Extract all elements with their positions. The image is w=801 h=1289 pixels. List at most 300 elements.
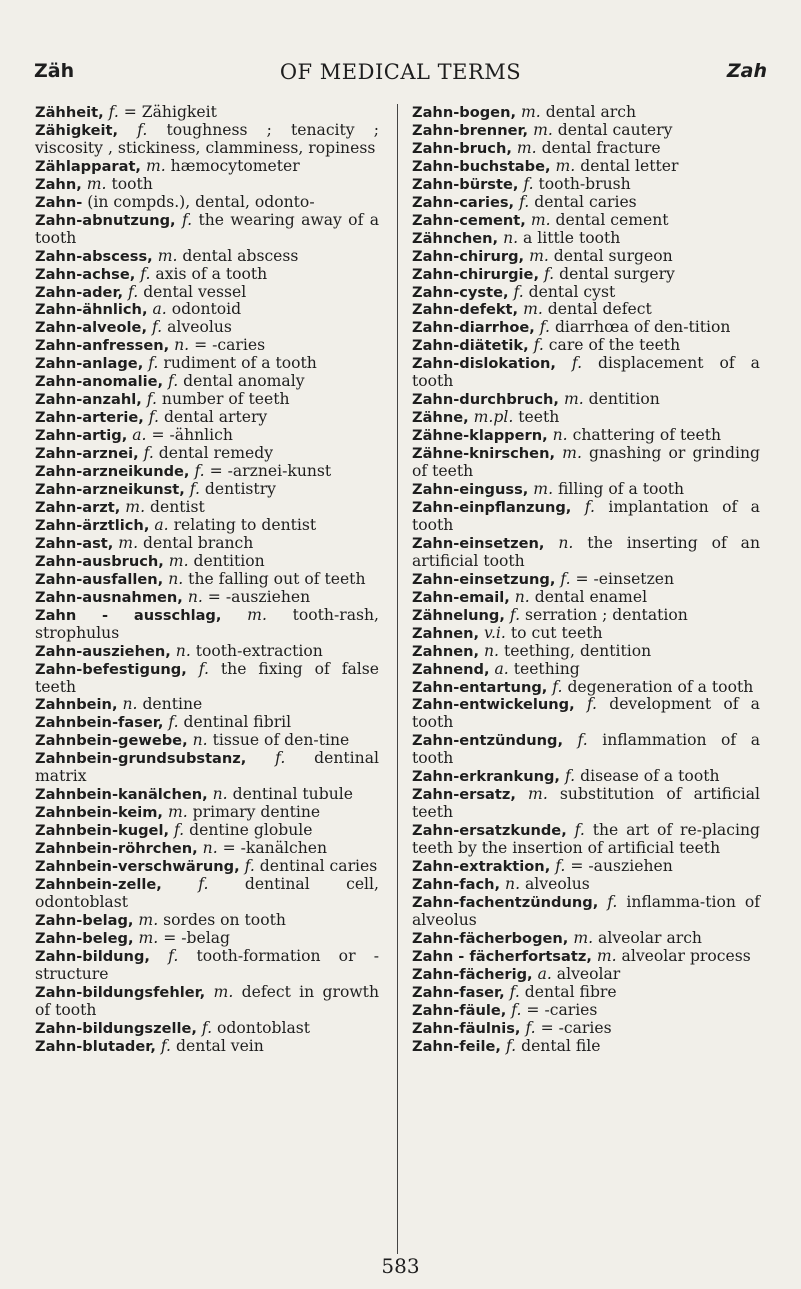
- dictionary-entry: [412, 822, 760, 858]
- dictionary-entry: [412, 535, 760, 571]
- headword: Zahnend,: [412, 660, 490, 678]
- definition: number of teeth: [161, 390, 290, 409]
- dictionary-entry: [412, 643, 760, 661]
- grammar-label: n.: [168, 569, 184, 588]
- headword: Zahn-brenner,: [412, 121, 529, 139]
- grammar-label: f.: [173, 821, 185, 840]
- definition: dental arch: [545, 103, 637, 121]
- headword: Zahn-einsetzen,: [412, 534, 545, 552]
- dictionary-entry: [35, 948, 379, 984]
- headword: Zahn-anomalie,: [35, 373, 164, 391]
- definition: the fixing of false teeth: [35, 659, 380, 696]
- dictionary-entry: [412, 284, 760, 302]
- dictionary-entry: [35, 409, 379, 427]
- dictionary-entry: [35, 212, 379, 248]
- definition: dentistry: [204, 480, 276, 499]
- definition: = -arznei-kunst: [209, 462, 332, 481]
- dictionary-entry: [412, 876, 760, 894]
- headword: Zahn-diarrhoe,: [412, 319, 535, 337]
- headword: Zahn-bildung,: [35, 947, 150, 965]
- dictionary-entry: [412, 930, 760, 948]
- grammar-label: f.: [108, 103, 119, 121]
- headword: Zahn-fächerig,: [412, 965, 533, 983]
- definition: implantation of a tooth: [412, 497, 760, 534]
- dictionary-entry: [35, 122, 379, 158]
- definition: dentition: [588, 390, 660, 409]
- grammar-label: a.: [494, 659, 509, 678]
- definition: tooth-extraction: [195, 641, 323, 660]
- dictionary-entry: [35, 355, 379, 373]
- definition: alveolus: [525, 874, 590, 893]
- definition: development of a tooth: [412, 695, 760, 732]
- headword: Zahn - fächerfortsatz,: [412, 947, 592, 965]
- grammar-label: f.: [539, 318, 550, 337]
- definition: hæmocytometer: [170, 156, 300, 175]
- definition: dentinal caries: [259, 857, 378, 876]
- dictionary-entry: [35, 319, 379, 337]
- definition: sordes on tooth: [163, 910, 286, 929]
- headword: Zahn-artig,: [35, 427, 128, 445]
- definition: dentinal cell, odontoblast: [35, 874, 379, 911]
- headword: Zahn-arzneikunde,: [35, 463, 190, 481]
- definition: dental fracture: [541, 138, 661, 157]
- definition: = -caries: [526, 1000, 598, 1019]
- definition: dentinal matrix: [35, 749, 379, 786]
- grammar-label: m.: [125, 497, 146, 516]
- definition: dentition: [193, 551, 265, 570]
- definition: relating to dentist: [173, 515, 317, 534]
- definition: = -ähnlich: [151, 426, 233, 445]
- dictionary-entry: [35, 858, 379, 876]
- grammar-label: f.: [128, 282, 139, 301]
- headword: Zahnen,: [412, 624, 480, 642]
- headword: Zahn-: [35, 193, 83, 211]
- grammar-label: f.: [523, 174, 534, 193]
- headword: Zahn-abnutzung,: [35, 211, 176, 229]
- definition: odontoid: [171, 300, 242, 319]
- headword: Zahn-einguss,: [412, 481, 529, 499]
- grammar-label: f.: [181, 210, 193, 229]
- definition: = -ausziehen: [570, 857, 673, 876]
- headword: Zahn-anlage,: [35, 355, 144, 373]
- dictionary-entry: [412, 948, 760, 966]
- grammar-label: m.: [555, 156, 576, 175]
- grammar-label: m.: [516, 138, 537, 157]
- definition: dentinal tubule: [232, 785, 353, 804]
- dictionary-entry: [35, 571, 379, 589]
- dictionary-entry: [412, 140, 760, 158]
- dictionary-entry: [412, 571, 760, 589]
- headword: Zahn-dislokation,: [412, 355, 556, 373]
- right-column: [412, 104, 760, 1056]
- definition: dentinal fibril: [183, 713, 292, 732]
- headword: Zähnelung,: [412, 606, 505, 624]
- grammar-label: n.: [187, 587, 203, 606]
- headword: Zahn-bildungsfehler,: [35, 983, 206, 1001]
- dictionary-entry: [412, 499, 760, 535]
- dictionary-entry: [412, 589, 760, 607]
- headword: Zahn-feile,: [412, 1037, 501, 1055]
- headword: Zahn-bürste,: [412, 175, 519, 193]
- headword: Zahn-diätetik,: [412, 337, 529, 355]
- dictionary-entry: [35, 750, 379, 786]
- dictionary-entry: [412, 176, 760, 194]
- dictionary-entry: [412, 230, 760, 248]
- dictionary-entry: [35, 194, 379, 212]
- dictionary-entry: [35, 876, 379, 912]
- grammar-label: f.: [198, 659, 209, 678]
- headword: Zahn-alveole,: [35, 319, 147, 337]
- dictionary-entry: [35, 445, 379, 463]
- headword: Zahnbein-keim,: [35, 804, 163, 822]
- definition: axis of a tooth: [155, 264, 268, 283]
- definition: the wearing away of a tooth: [35, 210, 379, 247]
- grammar-label: f.: [560, 569, 571, 588]
- definition: gnashing or grinding of teeth: [412, 444, 760, 481]
- grammar-label: f.: [509, 605, 521, 624]
- headword: Zahn,: [35, 175, 82, 193]
- grammar-label: f.: [194, 462, 205, 481]
- dictionary-entry: [35, 427, 379, 445]
- grammar-label: n.: [192, 731, 208, 750]
- grammar-label: m.: [529, 246, 549, 265]
- dictionary-entry: [35, 517, 379, 535]
- page-title: OF MEDICAL TERMS: [279, 60, 522, 84]
- headword: Zahn-ähnlich,: [35, 301, 148, 319]
- definition: = -ausziehen: [207, 587, 311, 606]
- definition: (in compds.), dental, odonto-: [87, 192, 315, 211]
- dictionary-entry: [412, 122, 760, 140]
- headword: Zahn-arzt,: [35, 498, 121, 516]
- definition: tissue of den-tine: [212, 731, 350, 750]
- definition: alveolus: [167, 318, 232, 337]
- headword: Zahn-abscess,: [35, 247, 153, 265]
- dictionary-entry: [35, 696, 379, 714]
- dictionary-entry: [35, 714, 379, 732]
- grammar-label: f.: [168, 372, 179, 391]
- definition: dental cautery: [557, 120, 673, 139]
- definition: toughness ; tenacity ; viscosity , stickiness, clamminess, ropiness: [35, 120, 379, 157]
- grammar-label: n.: [505, 874, 521, 893]
- definition: = Zähigkeit: [123, 103, 217, 121]
- headword: Zahn-bogen,: [412, 104, 517, 121]
- dictionary-entry: [412, 391, 760, 409]
- dictionary-entry: [412, 1020, 760, 1038]
- grammar-label: m.: [533, 480, 554, 499]
- headword: Zähheit,: [35, 104, 104, 121]
- definition: tooth-formation or -structure: [35, 946, 379, 983]
- grammar-label: f.: [552, 677, 563, 696]
- dictionary-entry: [412, 104, 760, 122]
- grammar-label: n.: [558, 533, 574, 552]
- grammar-label: n.: [122, 695, 138, 714]
- headword: Zahn-ausziehen,: [35, 642, 171, 660]
- right-guide-word: Zah: [726, 60, 767, 82]
- headword: Zahnbein,: [35, 696, 118, 714]
- grammar-label: m.: [562, 444, 582, 463]
- definition: dental surgeon: [553, 246, 673, 265]
- grammar-label: n.: [514, 587, 530, 606]
- dictionary-entry: [412, 337, 760, 355]
- grammar-label: f.: [275, 749, 286, 768]
- grammar-label: m.: [533, 120, 553, 139]
- definition: rudiment of a tooth: [163, 354, 317, 373]
- headword: Zahnbein-grundsubstanz,: [35, 750, 247, 768]
- grammar-label: f.: [571, 354, 583, 373]
- headword: Zahn - ausschlag,: [35, 606, 222, 624]
- grammar-label: f.: [160, 1036, 172, 1055]
- grammar-label: n.: [175, 641, 191, 660]
- dictionary-entry: [412, 355, 760, 391]
- left-guide-word: Zäh: [34, 60, 75, 82]
- running-header: [0, 60, 801, 94]
- dictionary-entry: [35, 248, 379, 266]
- grammar-label: m.: [596, 946, 617, 965]
- grammar-label: a.: [154, 515, 169, 534]
- dictionary-entry: [412, 481, 760, 499]
- grammar-label: m.: [530, 210, 551, 229]
- page-number: 583: [381, 1254, 420, 1278]
- definition: dentine: [142, 695, 203, 714]
- headword: Zahn-extraktion,: [412, 858, 551, 876]
- definition: the falling out of teeth: [188, 569, 366, 588]
- grammar-label: f.: [198, 874, 209, 893]
- definition: displacement of a tooth: [412, 354, 760, 391]
- grammar-label: m.: [521, 103, 541, 121]
- grammar-label: f.: [201, 1018, 213, 1037]
- grammar-label: f.: [148, 408, 159, 427]
- grammar-label: f.: [525, 1018, 536, 1037]
- definition: defect in growth of tooth: [35, 982, 379, 1019]
- dictionary-entry: [412, 625, 760, 643]
- headword: Zahn-chirurgie,: [412, 265, 539, 283]
- definition: dental surgery: [559, 264, 675, 283]
- headword: Zahn-anfressen,: [35, 337, 170, 355]
- headword: Zahn-beleg,: [35, 929, 134, 947]
- headword: Zahn-ausbruch,: [35, 552, 164, 570]
- definition: dental caries: [534, 192, 637, 211]
- definition: = -einsetzen: [575, 569, 675, 588]
- definition: tooth-brush: [538, 174, 631, 193]
- dictionary-entry: [412, 427, 760, 445]
- grammar-label: f.: [533, 336, 544, 355]
- grammar-label: f.: [574, 821, 585, 840]
- headword: Zahnbein-röhrchen,: [35, 840, 198, 858]
- grammar-label: m.: [523, 300, 543, 319]
- dictionary-entry: [412, 445, 760, 481]
- dictionary-entry: [35, 589, 379, 607]
- headword: Zahnbein-kanälchen,: [35, 786, 208, 804]
- definition: dental anomaly: [183, 372, 305, 391]
- definition: care of the teeth: [548, 336, 681, 355]
- dictionary-entry: [35, 499, 379, 517]
- dictionary-entry: [35, 822, 379, 840]
- headword: Zahn-chirurg,: [412, 247, 525, 265]
- definition: teething, dentition: [503, 641, 652, 660]
- column-divider: [397, 104, 398, 1254]
- headword: Zahn-arzneikunst,: [35, 481, 185, 499]
- dictionary-entry: [35, 912, 379, 930]
- dictionary-entry: [35, 481, 379, 499]
- dictionary-entry: [35, 266, 379, 284]
- grammar-label: m.: [247, 605, 267, 624]
- definition: filling of a tooth: [558, 480, 685, 499]
- headword: Zahn-einpflanzung,: [412, 498, 572, 516]
- definition: alveolar: [556, 964, 621, 983]
- definition: dental abscess: [182, 246, 299, 265]
- headword: Zahn-fäulnis,: [412, 1019, 521, 1037]
- definition: alveolar arch: [598, 928, 702, 947]
- definition: = -caries: [194, 336, 266, 355]
- grammar-label: m.: [528, 785, 548, 804]
- definition: diarrhœa of den-tition: [554, 318, 731, 337]
- dictionary-entry: [412, 409, 760, 427]
- headword: Zähne-klappern,: [412, 427, 548, 445]
- dictionary-entry: [35, 553, 379, 571]
- dictionary-entry: [35, 1038, 379, 1056]
- headword: Zahn-ärztlich,: [35, 516, 150, 534]
- definition: tooth: [111, 174, 153, 193]
- headword: Zahn-ader,: [35, 283, 124, 301]
- grammar-label: f.: [584, 497, 595, 516]
- headword: Zahn-ast,: [35, 534, 114, 552]
- grammar-label: f.: [607, 892, 618, 911]
- headword: Zähne-knirschen,: [412, 445, 556, 463]
- grammar-label: f.: [148, 354, 159, 373]
- headword: Zahn-fach,: [412, 875, 501, 893]
- definition: = -belag: [163, 928, 230, 947]
- dictionary-entry: [35, 732, 379, 750]
- definition: dental cyst: [528, 282, 616, 301]
- grammar-label: m.: [563, 390, 584, 409]
- headword: Zahn-buchstabe,: [412, 157, 551, 175]
- headword: Zahn-cyste,: [412, 283, 509, 301]
- dictionary-entry: [35, 373, 379, 391]
- headword: Zahnbein-gewebe,: [35, 732, 188, 750]
- dictionary-entry: [412, 696, 760, 732]
- grammar-label: m.: [573, 928, 594, 947]
- headword: Zahn-bildungszelle,: [35, 1019, 197, 1037]
- definition: dental enamel: [534, 587, 648, 606]
- dictionary-entry: [35, 463, 379, 481]
- definition: dentine globule: [189, 821, 313, 840]
- dictionary-entry: [412, 768, 760, 786]
- headword: Zahn-ausnahmen,: [35, 588, 183, 606]
- grammar-label: n.: [503, 228, 519, 247]
- dictionary-entry: [412, 661, 760, 679]
- headword: Zahnen,: [412, 642, 480, 660]
- dictionary-entry: [35, 284, 379, 302]
- headword: Zahn-blutader,: [35, 1037, 156, 1055]
- headword: Zahn-ersatzkunde,: [412, 822, 567, 840]
- dictionary-entry: [412, 194, 760, 212]
- definition: inflamma-tion of alveolus: [412, 892, 760, 929]
- headword: Zahn-caries,: [412, 193, 515, 211]
- definition: dental vessel: [143, 282, 247, 301]
- grammar-label: f.: [586, 695, 598, 714]
- headword: Zahn-arznei,: [35, 445, 139, 463]
- grammar-label: a.: [152, 300, 167, 319]
- headword: Zahn-fächerbogen,: [412, 929, 569, 947]
- grammar-label: f.: [511, 1000, 522, 1019]
- headword: Zahn-bruch,: [412, 139, 512, 157]
- grammar-label: f.: [137, 120, 148, 139]
- dictionary-entry: [412, 266, 760, 284]
- definition: = -kanälchen: [222, 839, 328, 858]
- grammar-label: f.: [505, 1036, 517, 1055]
- definition: dental fibre: [524, 982, 617, 1001]
- grammar-label: m.: [168, 551, 189, 570]
- grammar-label: f.: [509, 982, 520, 1001]
- dictionary-entry: [35, 786, 379, 804]
- dictionary-entry: [35, 643, 379, 661]
- definition: the art of re-placing teeth by the insertion of artificial teeth: [412, 821, 760, 858]
- grammar-label: m.: [86, 174, 107, 193]
- definition: dental remedy: [158, 444, 274, 463]
- grammar-label: f.: [543, 264, 555, 283]
- definition: the inserting of an artificial tooth: [412, 533, 760, 570]
- dictionary-entry: [412, 732, 760, 768]
- definition: inflammation of a tooth: [412, 731, 760, 768]
- headword: Zähne,: [412, 409, 469, 427]
- dictionary-entry: [412, 319, 760, 337]
- grammar-label: v.i.: [484, 623, 506, 642]
- definition: dental artery: [163, 408, 268, 427]
- dictionary-entry: [412, 212, 760, 230]
- grammar-label: a.: [132, 426, 147, 445]
- definition: teething: [513, 659, 580, 678]
- grammar-label: n.: [212, 785, 228, 804]
- grammar-label: f.: [244, 857, 255, 876]
- dictionary-entry: [35, 535, 379, 553]
- definition: primary dentine: [192, 803, 321, 822]
- grammar-label: m.: [145, 156, 166, 175]
- dictionary-entry: [35, 176, 379, 194]
- grammar-label: m.: [138, 928, 159, 947]
- headword: Zahn-entzündung,: [412, 732, 564, 750]
- definition: dental cement: [555, 210, 669, 229]
- grammar-label: f.: [555, 857, 566, 876]
- headword: Zahn-achse,: [35, 265, 136, 283]
- grammar-label: f.: [577, 731, 588, 750]
- definition: chattering of teeth: [572, 426, 722, 445]
- grammar-label: m.: [118, 533, 139, 552]
- headword: Zahn-arterie,: [35, 409, 144, 427]
- headword: Zahn-einsetzung,: [412, 570, 556, 588]
- grammar-label: f.: [564, 767, 576, 786]
- headword: Zahn-anzahl,: [35, 391, 142, 409]
- grammar-label: f.: [168, 946, 179, 965]
- definition: degeneration of a tooth: [567, 677, 754, 696]
- definition: disease of a tooth: [580, 767, 720, 786]
- dictionary-entry: [35, 804, 379, 822]
- headword: Zahn-erkrankung,: [412, 768, 560, 786]
- definition: dental defect: [547, 300, 652, 319]
- dictionary-entry: [412, 786, 760, 822]
- headword: Zahnbein-kugel,: [35, 822, 169, 840]
- dictionary-entry: [412, 607, 760, 625]
- grammar-label: m.: [138, 910, 159, 929]
- headword: Zahnbein-zelle,: [35, 875, 162, 893]
- grammar-label: a.: [537, 964, 552, 983]
- grammar-label: f.: [513, 282, 524, 301]
- headword: Zahnbein-faser,: [35, 714, 164, 732]
- headword: Zahn-befestigung,: [35, 660, 187, 678]
- dictionary-entry: [35, 607, 379, 643]
- dictionary-entry: [412, 966, 760, 984]
- grammar-label: f.: [151, 318, 163, 337]
- grammar-label: n.: [484, 641, 500, 660]
